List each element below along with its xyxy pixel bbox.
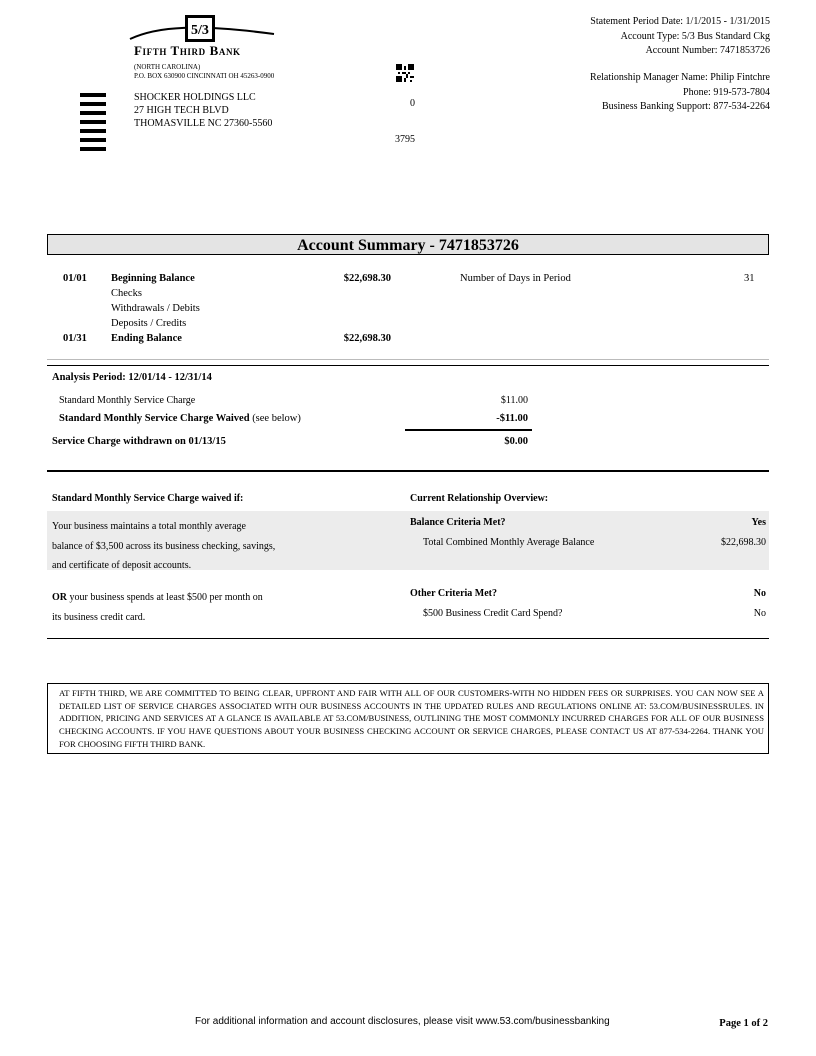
ending-amount: $22,698.30 xyxy=(343,333,391,344)
account-number: Account Number: 7471853726 xyxy=(645,45,770,56)
relationship-phone: Phone: 919-573-7804 xyxy=(683,86,770,98)
mail-code-id: 3795 xyxy=(395,134,415,145)
criteria2-line1: your business spends at least $500 per month on xyxy=(69,592,263,603)
balance-criteria-value: Yes xyxy=(751,517,766,528)
criteria1-line3: and certificate of deposit accounts. xyxy=(52,560,192,571)
waived-label: Standard Monthly Service Charge Waived xyxy=(59,413,250,424)
recipient-street: 27 HIGH TECH BLVD xyxy=(134,105,229,116)
criteria1-line1: Your business maintains a total monthly average xyxy=(52,521,246,532)
recipient-name: SHOCKER HOLDINGS LLC xyxy=(134,92,256,103)
days-in-period-value: 31 xyxy=(744,273,755,284)
service-charge-label: Standard Monthly Service Charge xyxy=(59,395,196,406)
beginning-label: Beginning Balance xyxy=(111,273,195,284)
balance-criteria-label: Balance Criteria Met? xyxy=(410,517,506,528)
relationship-manager: Relationship Manager Name: Philip Fintchre xyxy=(590,72,770,83)
ending-label: Ending Balance xyxy=(111,333,182,344)
account-type: Account Type: 5/3 Bus Standard Ckg xyxy=(620,30,770,42)
mail-barcode xyxy=(80,93,106,156)
analysis-period-title: Analysis Period: 12/01/14 - 12/31/14 xyxy=(52,372,212,383)
statement-info xyxy=(590,15,770,59)
statement-period: Statement Period Date: 1/1/2015 - 1/31/2015 xyxy=(590,16,770,27)
criteria1-line2: balance of $3,500 across its business checking, savings, xyxy=(52,540,276,552)
divider xyxy=(47,359,769,360)
checks-label: Checks xyxy=(111,288,142,299)
criteria2-or: OR xyxy=(52,592,67,603)
divider xyxy=(47,470,769,472)
beginning-date: 01/01 xyxy=(63,273,87,284)
beginning-amount: $22,698.30 xyxy=(343,273,391,284)
divider xyxy=(47,365,769,366)
footer-disclosure-link-text: For additional information and account disclosures, please visit www.53.com/businessbanking xyxy=(195,1016,610,1027)
logo-mark-text: 5/3 xyxy=(191,23,209,38)
waived-amount: -$11.00 xyxy=(496,413,528,424)
waiver-title: Standard Monthly Service Charge waived if: xyxy=(52,493,244,504)
service-charge-amount: $11.00 xyxy=(500,395,528,406)
withdrawals-label: Withdrawals / Debits xyxy=(111,303,200,314)
relationship-info xyxy=(590,71,770,115)
waiver-criteria-balance xyxy=(52,517,372,576)
qr-code-icon xyxy=(396,64,414,82)
other-criteria-value: No xyxy=(753,588,766,599)
recipient-address xyxy=(134,91,272,130)
account-summary-title: Account Summary - 7471853726 xyxy=(297,237,519,254)
credit-card-spend-label: $500 Business Credit Card Spend? xyxy=(423,608,563,619)
service-charge-waived xyxy=(59,413,301,424)
disclosure-box: AT FIFTH THIRD, WE ARE COMMITTED TO BEING CLEAR, UPFRONT AND FAIR WITH ALL OF OUR CUSTOMERS-WITH NO HIDDEN FEES OR SURPRISES. YOU CAN NOW SEE A DETAILED LIST OF SERVICE CHARGES ASSOCIATED WITH OUR BUSINESS ACCOUNTS IN THE UPDATED RULES AND REGULATIONS ONLINE AT: 53.COM/BUSINESSRULES. IN ADDITION, PRICING AND SERVICES AT A GLANCE IS AVAILABLE AT 53.COM/BUSINESS, OUTLINING THE MOST COMMONLY INCURRED CHARGES FOR ALL OF OUR BUSINESS CHECKING ACCOUNTS. IF YOU HAVE QUESTIONS ABOUT YOUR BUSINESS CHECKING ACCOUNT OR SERVICE CHARGES, PLEASE CONTACT US AT 877-534-2264. THANK YOU FOR CHOOSING FIFTH THIRD BANK. xyxy=(47,683,769,754)
average-balance-label: Total Combined Monthly Average Balance xyxy=(423,537,595,548)
business-support: Business Banking Support: 877-534-2264 xyxy=(601,101,770,112)
divider xyxy=(47,638,769,639)
withdrawn-amount: $0.00 xyxy=(504,436,528,447)
ending-date: 01/31 xyxy=(63,333,87,344)
recipient-city: THOMASVILLE NC 27360-5560 xyxy=(134,118,273,129)
criteria2-line2: its business credit card. xyxy=(52,611,146,623)
account-summary-header xyxy=(47,234,769,255)
waiver-criteria-credit-card xyxy=(52,588,372,627)
overview-title: Current Relationship Overview: xyxy=(410,493,549,504)
average-balance-value: $22,698.30 xyxy=(721,537,766,548)
page-number: Page 1 of 2 xyxy=(719,1018,768,1029)
deposits-label: Deposits / Credits xyxy=(111,318,187,329)
bank-po-box: P.O. BOX 630900 CINCINNATI OH 45263-0900 xyxy=(134,72,275,80)
bank-name: Fifth Third Bank xyxy=(134,43,241,58)
withdrawn-label: Service Charge withdrawn on 01/13/15 xyxy=(52,436,226,447)
subtotal-line xyxy=(405,429,532,431)
days-in-period-label: Number of Days in Period xyxy=(460,273,571,284)
bank-region: (NORTH CAROLINA) xyxy=(134,63,201,71)
waived-note: (see below) xyxy=(252,413,301,424)
credit-card-spend-value: No xyxy=(753,608,766,619)
mail-code-zero: 0 xyxy=(410,98,415,109)
other-criteria-label: Other Criteria Met? xyxy=(410,588,497,599)
